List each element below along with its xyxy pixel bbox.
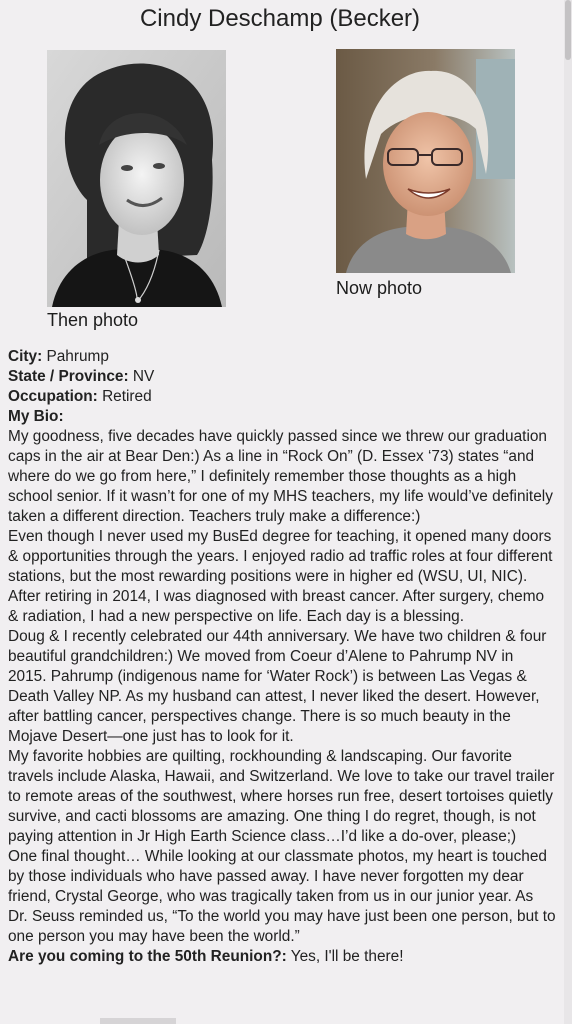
now-photo-caption: Now photo	[336, 278, 423, 298]
occupation-value: Retired	[102, 388, 152, 405]
bio-paragraph: My favorite hobbies are quilting, rockhounding & landscaping. Our favorite travels include Alaska, Hawaii, and Switzerland. We love to take our travel trailer to remote areas of the southwest, where horses run free, desert tortoises quietly survive, and cacti blossoms are amazing. One thing I do regret, though, is not paying attention in Jr High Earth Science class…I’d like a do-over, please;)	[8, 748, 555, 845]
state-value: NV	[132, 368, 155, 385]
now-photo-block	[336, 49, 516, 299]
then-photo	[47, 50, 226, 307]
state-label: State / Province:	[8, 368, 129, 385]
city-value: Pahrump	[46, 348, 109, 365]
state-row	[8, 367, 556, 387]
bio-paragraph: Doug & I recently celebrated our 44th anniversary. We have two children & four beautiful grandchildren:) We moved from Coeur d’Alene to Pahrump NV in 2015. Pahrump (indigenous name for ‘Water Rock’) is between Las Vegas & Death Valley NP. As my husband can attest, I never liked the desert. However, after battling cancer, perspectives change. There is so much beauty in the Mojave Desert—one just has to look for it.	[8, 628, 547, 745]
bio-label: My Bio:	[8, 408, 64, 425]
bio-paragraph: One final thought… While looking at our classmate photos, my heart is touched by those individuals who have passed away. I have never forgotten my dear friend, Crystal George, who was tragically taken from us in our junior year. As Dr. Seuss reminded us, “To the world you may have just been one person, but to one person you may have been the world.”	[8, 848, 556, 945]
occupation-row	[8, 387, 556, 407]
then-photo-caption: Then photo	[47, 310, 139, 330]
reunion-label: Are you coming to the 50th Reunion?:	[8, 948, 287, 965]
bio-paragraph: Even though I never used my BusEd degree for teaching, it opened many doors & opportunities through the years. I enjoyed radio ad traffic roles at four different stations, but the most rewarding positions were in higher ed (WSU, UI, NIC). After retiring in 2014, I was diagnosed with breast cancer. After surgery, chemo & radiation, I had a new perspective on life. Each day is a blessing.	[8, 528, 553, 625]
bio-paragraph: My goodness, five decades have quickly passed since we threw our graduation caps in the air at Bear Den:) As a line in “Rock On” (D. Essex ‘73) states “and where do we go from here,” I definitely remember those thoughts as a high school senior. If it wasn’t for one of my MHS teachers, my life would’ve definitely taken a different direction. Teachers truly make a difference:)	[8, 428, 553, 525]
city-row	[8, 347, 556, 367]
bio	[8, 427, 556, 947]
scrollbar[interactable]	[564, 0, 572, 1024]
profile-info	[8, 347, 556, 967]
page-title: Cindy Deschamp (Becker)	[139, 5, 421, 32]
then-photo-block	[47, 50, 227, 331]
scrollbar-thumb[interactable]	[565, 0, 571, 60]
reunion-value: Yes, I'll be there!	[290, 948, 404, 965]
now-photo	[336, 49, 515, 273]
reunion-row	[8, 947, 556, 967]
bottom-strip	[100, 1018, 176, 1024]
city-label: City:	[8, 348, 43, 365]
occupation-label: Occupation:	[8, 388, 98, 405]
